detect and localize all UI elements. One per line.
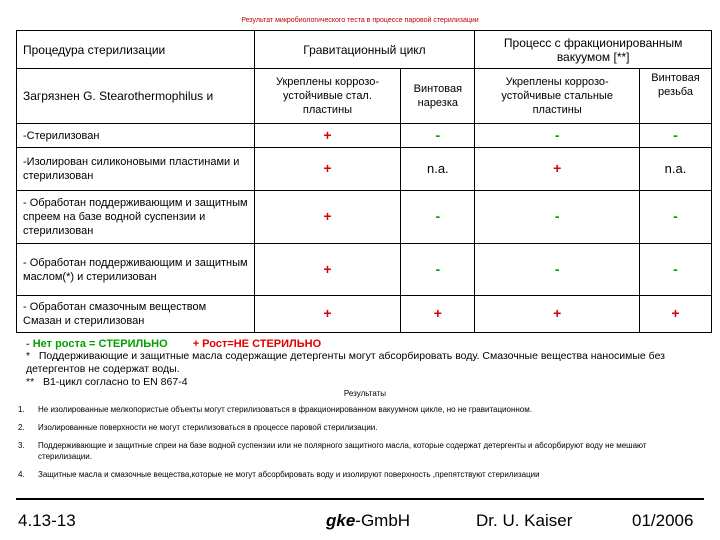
growth-mark: + [433, 305, 442, 321]
growth-mark: + [323, 305, 332, 321]
subheader-contaminated: Загрязнен G. Stearothermophilus и [17, 69, 255, 124]
row-label: -Стерилизован [17, 124, 255, 148]
not-applicable: n.a. [664, 160, 687, 176]
subheader-v-plates: Укреплены коррозо-устойчивые стальные пластины [475, 69, 640, 124]
result-cell [640, 191, 712, 244]
result-cell [640, 124, 712, 148]
subheader-g-thread: Винтовая нарезка [401, 69, 475, 124]
result-item [18, 422, 658, 433]
legend-sterile: - Нет роста = СТЕРИЛЬНО [26, 338, 168, 350]
result-cell [475, 191, 640, 244]
table-row [17, 124, 712, 148]
results-heading: Результаты [343, 389, 387, 398]
result-cell [401, 124, 475, 148]
growth-mark: + [553, 305, 562, 321]
result-number: 3. [18, 441, 25, 450]
footnotes [26, 350, 706, 389]
result-cell [475, 244, 640, 296]
footnote-1: Поддерживающие и защитные масла содержащие детергенты могут абсорбировать воду. Смазочные вещества наносимые без детергентов не содержат воды. [26, 350, 665, 375]
result-cell [401, 296, 475, 333]
header-vacuum: Процесс с фракционированным вакуумом [**] [475, 31, 712, 69]
sterile-mark: - [554, 208, 560, 224]
sterile-mark: - [554, 126, 560, 143]
growth-mark: + [323, 260, 332, 277]
company-name-part: -GmbH [355, 511, 411, 530]
result-cell [254, 296, 401, 333]
sterile-mark: - [673, 260, 678, 277]
header-procedure: Процедура стерилизации [17, 31, 255, 69]
growth-mark: + [323, 208, 332, 224]
growth-mark: + [323, 126, 332, 143]
growth-mark: + [553, 160, 562, 176]
result-number: 1. [18, 405, 25, 414]
footer-author: Dr. U. Kaiser [476, 511, 573, 530]
result-text: Не изолированные мелкопористые объекты могут стерилизоваться в фракционированном вакуумном цикле, но не гравитационном. [38, 405, 532, 414]
table-row [17, 191, 712, 244]
subheader-g-plates: Укреплены коррозо-устойчивые стал. пластины [254, 69, 401, 124]
growth-mark: + [323, 160, 332, 176]
result-cell [401, 244, 475, 296]
row-label: - Обработан смазочным веществом Смазан и стерилизован [17, 296, 255, 333]
header-gravity: Гравитационный цикл [254, 31, 475, 69]
table-row [17, 244, 712, 296]
footer-code: 4.13-13 [18, 511, 76, 530]
table-row [17, 296, 712, 333]
result-cell [254, 244, 401, 296]
result-cell [254, 191, 401, 244]
sterile-mark: - [673, 208, 678, 224]
result-item [18, 404, 658, 415]
result-number: 2. [18, 423, 25, 432]
results-table [16, 30, 712, 333]
result-cell [640, 148, 712, 191]
footnote-mark: ** [26, 376, 35, 388]
row-label: - Обработан поддерживающим и защитным маслом(*) и стерилизован [17, 244, 255, 296]
footer-divider [16, 498, 704, 500]
result-text: Защитные масла и смазочные вещества,которые не могут абсорбировать воду и изолируют поверхность ,препятствуют стерилизации [38, 470, 540, 479]
result-cell [475, 148, 640, 191]
result-cell [475, 296, 640, 333]
company-logo-part: gke [326, 511, 356, 530]
row-label: -Изолирован силиконовыми пластинами и стерилизован [17, 148, 255, 191]
result-cell [254, 124, 401, 148]
result-cell [640, 244, 712, 296]
table-row [17, 148, 712, 191]
result-cell [475, 124, 640, 148]
result-number: 4. [18, 470, 25, 479]
sterile-mark: - [435, 126, 441, 143]
sterile-mark: - [435, 260, 441, 277]
footnote-2: B1-цикл согласно to EN 867-4 [42, 376, 188, 388]
result-cell [401, 148, 475, 191]
result-text: Изолированные поверхности не могут стерилизоваться в процессе паровой стерилизации. [38, 423, 378, 432]
legend-nonsterile: + Рост=НЕ СТЕРИЛЬНО [192, 338, 322, 350]
sterile-mark: - [435, 208, 441, 224]
result-cell [401, 191, 475, 244]
result-item [18, 440, 658, 462]
sterile-mark: - [673, 126, 678, 143]
result-cell [254, 148, 401, 191]
subheader-v-thread: Винтовая резьба [640, 69, 712, 124]
footer-company [326, 511, 410, 531]
legend [26, 338, 321, 350]
result-cell [640, 296, 712, 333]
footer-date: 01/2006 [632, 511, 694, 530]
result-text: Поддерживающие и защитные спреи на базе водной суспензии или не полярного защитного масла, которые содержат детергенты и абсорбируют воду не мешают стерилизации. [38, 441, 647, 461]
not-applicable: n.a. [426, 160, 449, 176]
results-list [18, 404, 658, 487]
footnote-mark: * [26, 350, 31, 362]
growth-mark: + [671, 305, 680, 321]
sterile-mark: - [554, 260, 560, 277]
result-item [18, 469, 658, 480]
document-title: Результат микробиологического теста в процессе паровой стерилизации [241, 17, 479, 24]
row-label: - Обработан поддерживающим и защитным спреем на базе водной суспензии и стерилизован [17, 191, 255, 244]
